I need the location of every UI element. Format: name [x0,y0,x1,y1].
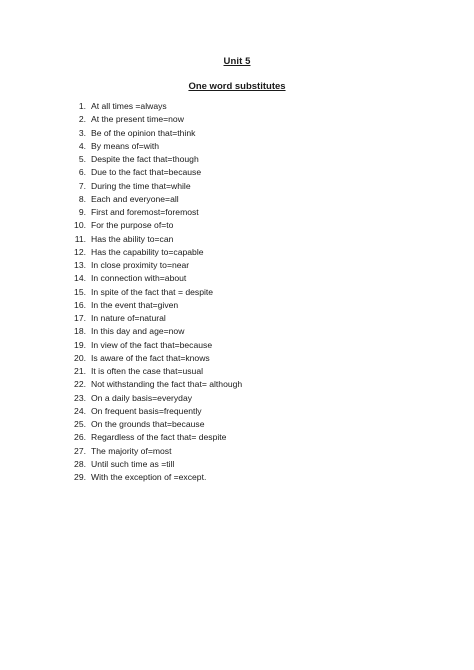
list-item [70,206,242,219]
list-item [70,180,242,193]
list-item-text: In the event that=given [91,299,179,310]
list-item [70,405,242,418]
list-item-text: At all times =always [91,101,167,111]
list-item-text: Be of the opinion that=think [91,127,196,138]
list-item-number: 20. [74,352,86,363]
list-item [70,100,242,113]
list-item-number: 13. [74,260,86,270]
list-item-number: 2. [78,114,86,125]
list-item [70,166,242,179]
list-item [70,246,242,259]
list-item-number: 9. [78,207,86,217]
list-item-text: Regardless of the fact that= despite [91,432,227,443]
list-item [70,140,242,153]
list-item-number: 6. [78,167,86,178]
list-item-number: 16. [74,299,86,310]
list-item [70,193,242,206]
list-item-text: In spite of the fact that = despite [91,286,214,297]
list-item-number: 17. [74,313,86,323]
list-item-text: On a daily basis=everyday [91,392,193,403]
list-item-text: On the grounds that=because [91,419,205,429]
unit-title: Unit 5 [223,56,251,67]
list-item [70,325,242,338]
list-item-number: 11. [74,233,86,244]
list-item-number: 8. [78,193,86,204]
list-item-text: In close proximity to=near [91,260,190,270]
substitutes-list [70,100,242,484]
list-item [70,286,242,299]
list-item [70,312,242,325]
list-item [70,153,242,166]
list-item [70,378,242,391]
list-item [70,259,242,272]
list-item-number: 22. [74,379,86,390]
list-item-text: During the time that=while [91,180,191,191]
list-item-number: 24. [74,405,86,416]
list-item [70,219,242,232]
section-title: One word substitutes [188,81,286,92]
list-item-text: Each and everyone=all [91,193,179,204]
list-item-text: For the purpose of=to [91,220,174,231]
list-item-text: The majority of=most [91,445,172,456]
list-item [70,431,242,444]
list-item-text: First and foremost=foremost [91,207,199,217]
list-item-text: Not withstanding the fact that= although [91,379,243,390]
list-item [70,127,242,140]
list-item [70,272,242,285]
list-item-text: In this day and age=now [91,326,185,337]
list-item-text: It is often the case that=usual [91,366,204,376]
list-item-number: 28. [74,458,86,469]
list-item-number: 15. [74,286,86,297]
list-item-text: With the exception of =except. [91,472,207,482]
list-item-text: Despite the fact that=though [91,154,199,164]
list-item [70,445,242,458]
list-item [70,339,242,352]
list-item-text: Until such time as =till [91,458,175,469]
list-item [70,352,242,365]
list-item-number: 14. [74,273,86,284]
list-item-text: Is aware of the fact that=knows [91,352,210,363]
list-item-text: In nature of=natural [91,313,166,323]
list-item-number: 18. [74,326,86,337]
list-item-text: At the present time=now [91,114,184,125]
list-item-text: In view of the fact that=because [91,339,213,350]
list-item-number: 21. [74,366,86,376]
list-item [70,471,242,484]
list-item-number: 1. [78,101,86,111]
list-item [70,299,242,312]
list-item-text: Has the ability to=can [91,233,174,244]
list-item-number: 10. [74,220,86,231]
list-item [70,418,242,431]
list-item-number: 25. [74,419,86,429]
list-item-text: In connection with=about [91,273,187,284]
list-item-number: 5. [78,154,86,164]
list-item-number: 7. [78,180,86,191]
list-item [70,113,242,126]
list-item-number: 23. [74,392,86,403]
list-item-number: 3. [78,127,86,138]
list-item-text: Has the capability to=capable [91,246,204,257]
list-item [70,392,242,405]
list-item-number: 19. [74,339,86,350]
list-item-number: 29. [74,472,86,482]
list-item-number: 12. [74,246,86,257]
list-item-text: On frequent basis=frequently [91,405,202,416]
list-item-number: 4. [78,140,86,151]
list-item [70,233,242,246]
list-item [70,458,242,471]
list-item-number: 26. [74,432,86,443]
list-item-text: Due to the fact that=because [91,167,202,178]
list-item-text: By means of=with [91,140,160,151]
list-item [70,365,242,378]
list-item-number: 27. [74,445,86,456]
